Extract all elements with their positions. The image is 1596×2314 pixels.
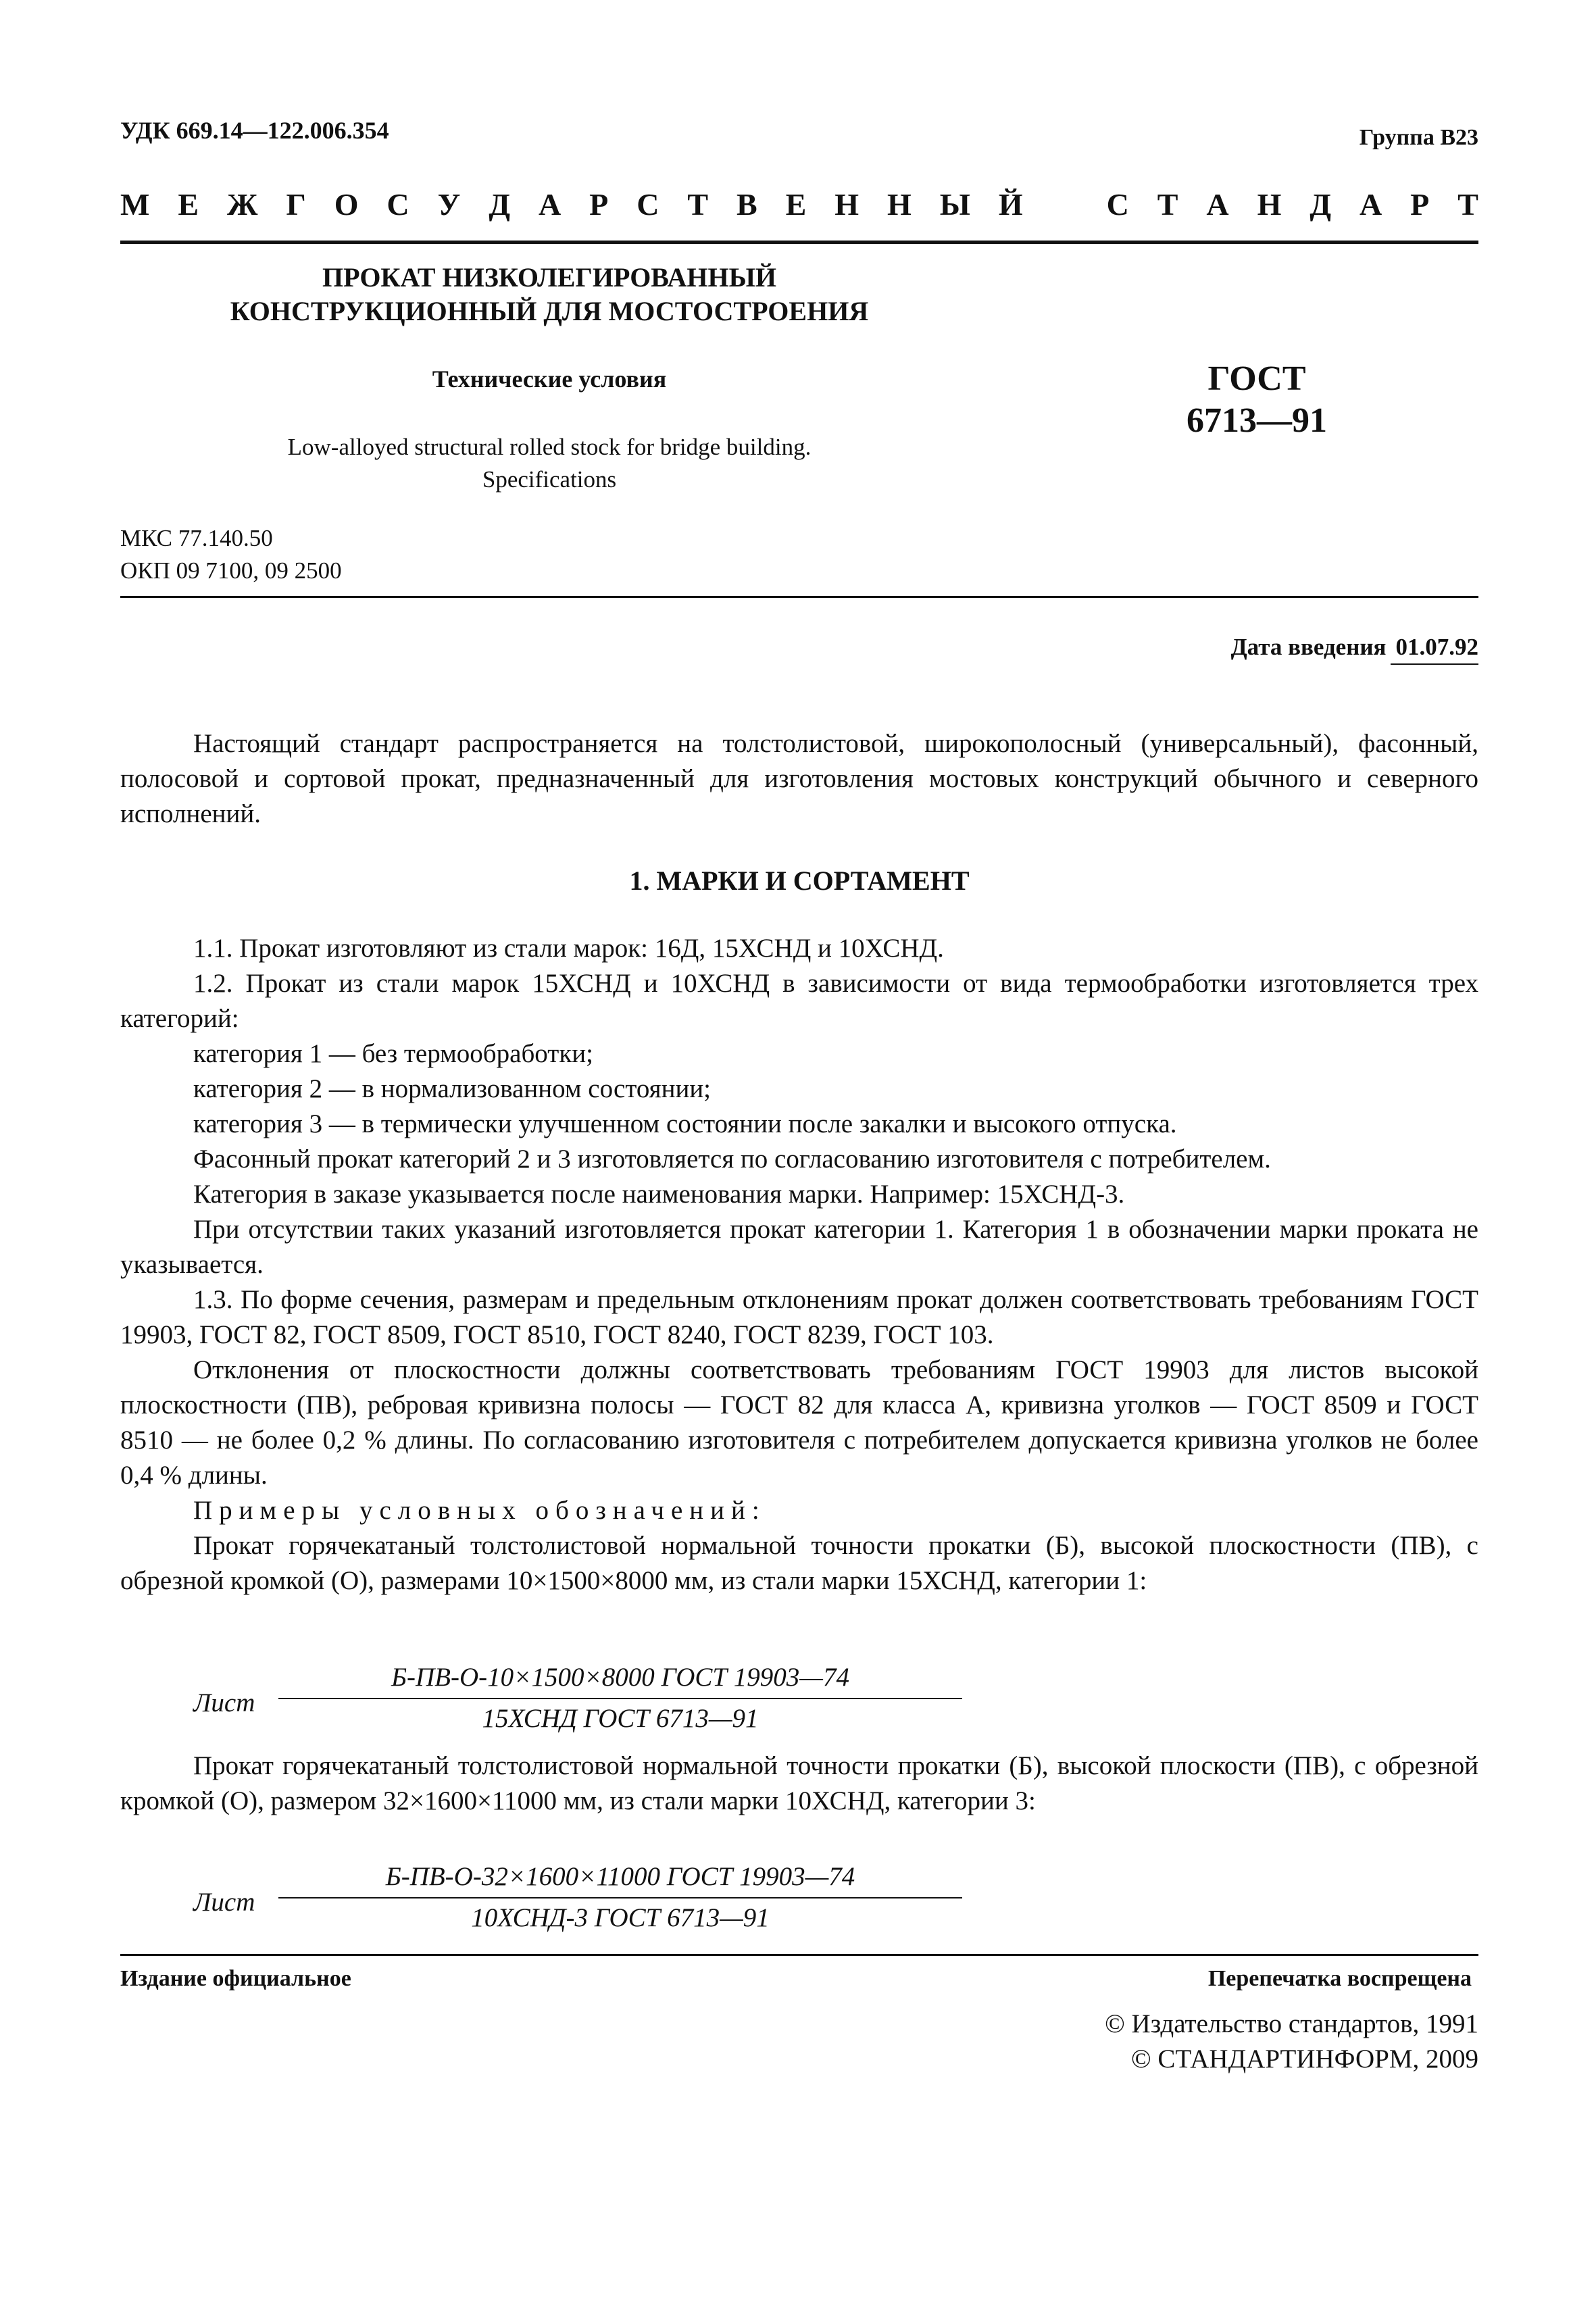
intro-text: Настоящий стандарт распространяется на толстолистовой, широкополосный (универсальный), фасонный, полосовой и сортовой прокат, предназначенный для изготовления мостовых конструкций обычного и северного исполнений. [120, 729, 1478, 828]
copyright-block [1105, 2007, 1478, 2077]
formula-denominator: 10ХСНД-3 ГОСТ 6713—91 [471, 1903, 770, 1932]
banner-letter: Р [1410, 187, 1430, 222]
paragraph-1-1: 1.1. Прокат изготовляют из стали марок: 16Д, 15ХСНД и 10ХСНД. [193, 934, 944, 963]
footer-rule [120, 1954, 1478, 1956]
banner-letter: Д [1310, 187, 1331, 222]
banner-letter: А [538, 187, 562, 222]
banner-letter: Е [785, 187, 807, 222]
banner-letter: С [1106, 187, 1129, 222]
banner-letter: Д [489, 187, 510, 222]
formula-numerator: Б-ПВ-О-32×1600×11000 ГОСТ 19903—74 [385, 1862, 855, 1891]
codes-rule [120, 596, 1478, 598]
paragraph-1-2: 1.2. Прокат из стали марок 15ХСНД и 10ХСНД в зависимости от вида термообработки изготовляется трех категорий: [120, 969, 1478, 1033]
banner-letter: Н [834, 187, 859, 222]
banner-letter: С [386, 187, 409, 222]
example-2-block [120, 1749, 1478, 1819]
banner-letter: У [437, 187, 461, 222]
date-value: 01.07.92 [1391, 634, 1479, 665]
banner-letter: Г [286, 187, 306, 222]
formula-numerator: Б-ПВ-О-10×1500×8000 ГОСТ 19903—74 [391, 1663, 849, 1692]
flatness-paragraph: Отклонения от плоскостности должны соответствовать требованиям ГОСТ 19903 для листов высокой плоскостности (ПВ), ребровая кривизна полосы — ГОСТ 82 для класса А, кривизна уголков — ГОСТ 8509 и ГОСТ 8510 — не более 0,2 % длины. По согласованию изготовителя с потребителем допускается кривизна уголков не более 0,4 % длины. [120, 1355, 1478, 1490]
header-rule [120, 241, 1478, 244]
banner-letter: О [334, 187, 359, 222]
title-line: ПРОКАТ НИЗКОЛЕГИРОВАННЫЙ [322, 262, 776, 293]
interstate-standard-banner [120, 186, 1478, 222]
banner-letter: Т [1157, 187, 1178, 222]
category-1: категория 1 — без термообработки; [193, 1039, 593, 1068]
banner-letter: Р [589, 187, 609, 222]
fraction-bar [278, 1897, 962, 1898]
formula-denominator: 15ХСНД ГОСТ 6713—91 [482, 1704, 759, 1733]
banner-letter: Н [1257, 187, 1282, 222]
english-title-line: Specifications [482, 466, 617, 493]
english-title-line: Low-alloyed structural rolled stock for bridge building. [287, 434, 812, 460]
copyright-line: © Издательство стандартов, 1991 [1105, 2009, 1478, 2038]
banner-letter: Т [687, 187, 709, 222]
gost-label: ГОСТ [1207, 359, 1306, 398]
banner-letter: А [1206, 187, 1229, 222]
banner-letter: Ы [939, 187, 970, 222]
document-subtitle: Технические условия [432, 366, 667, 393]
category-3: категория 3 — в термически улучшенном состоянии после закалки и высокого отпуска. [193, 1109, 1177, 1138]
example-2: Прокат горячекатаный толстолистовой нормальной точности прокатки (Б), высокой плоскости (ПВ), с обрезной кромкой (О), размером 32×1600×11000 мм, из стали марки 10ХСНД, категории 3: [120, 1751, 1478, 1815]
okp-code: ОКП 09 7100, 09 2500 [120, 557, 342, 584]
formula-fraction [278, 1861, 962, 1933]
banner-letter: В [737, 187, 757, 222]
title-line: КОНСТРУКЦИОННЫЙ ДЛЯ МОСТОСТРОЕНИЯ [230, 296, 869, 326]
fraction-bar [278, 1698, 962, 1699]
paragraph-1-3: 1.3. По форме сечения, размерам и предельным отклонениям прокат должен соответствовать требованиям ГОСТ 19903, ГОСТ 82, ГОСТ 8509, ГОСТ 8510, ГОСТ 8240, ГОСТ 8239, ГОСТ 103. [120, 1285, 1478, 1349]
group-code: Группа В23 [1359, 125, 1478, 150]
formula-label: Лист [193, 1688, 255, 1717]
example-1: Прокат горячекатаный толстолистовой нормальной точности прокатки (Б), высокой плоскостности (ПВ), с обрезной кромкой (О), размерами 10×1500×8000 мм, из стали марки 15ХСНД, категории 1: [120, 1531, 1478, 1595]
banner-gap [1051, 186, 1078, 222]
english-title [120, 431, 978, 496]
classification-codes [120, 522, 342, 587]
banner-letter: Е [178, 187, 199, 222]
banner-letter: Й [998, 187, 1023, 222]
reprint-notice: Перепечатка воспрещена [1207, 1966, 1472, 1991]
banner-letter: Т [1457, 187, 1478, 222]
absent-paragraph: При отсутствии таких указаний изготовляется прокат категории 1. Категория 1 в обозначении марки проката не указывается. [120, 1215, 1478, 1279]
copyright-line: © СТАНДАРТИНФОРМ, 2009 [1130, 2044, 1478, 2073]
section-body [120, 931, 1478, 1599]
order-paragraph: Категория в заказе указывается после наименования марки. Например: 15ХСНД-3. [193, 1180, 1125, 1209]
banner-letter: А [1359, 187, 1382, 222]
examples-heading: Примеры условных обозначений: [193, 1496, 766, 1525]
formula-fraction [278, 1662, 962, 1734]
formula-label: Лист [193, 1888, 255, 1917]
mks-code: МКС 77.140.50 [120, 525, 273, 551]
document-title [120, 261, 978, 328]
date-label: Дата введения [1230, 634, 1387, 660]
fason-paragraph: Фасонный прокат категорий 2 и 3 изготовляется по согласованию изготовителя с потребителем. [193, 1145, 1271, 1174]
udk-code: УДК 669.14—122.006.354 [120, 117, 389, 144]
banner-letter: М [120, 187, 150, 222]
designation-formula-1 [120, 1662, 1478, 1743]
gost-number [1108, 358, 1405, 442]
gost-code: 6713—91 [1187, 401, 1327, 440]
intro-paragraph [120, 726, 1478, 832]
introduction-date [1231, 634, 1478, 665]
banner-letter: Н [887, 187, 912, 222]
banner-letter: Ж [227, 187, 258, 222]
official-edition: Издание официальное [120, 1966, 351, 1991]
category-2: категория 2 — в нормализованном состоянии; [193, 1074, 712, 1103]
section-heading: 1. МАРКИ И СОРТАМЕНТ [629, 865, 970, 896]
designation-formula-2 [120, 1861, 1478, 1942]
banner-letter: С [637, 187, 659, 222]
